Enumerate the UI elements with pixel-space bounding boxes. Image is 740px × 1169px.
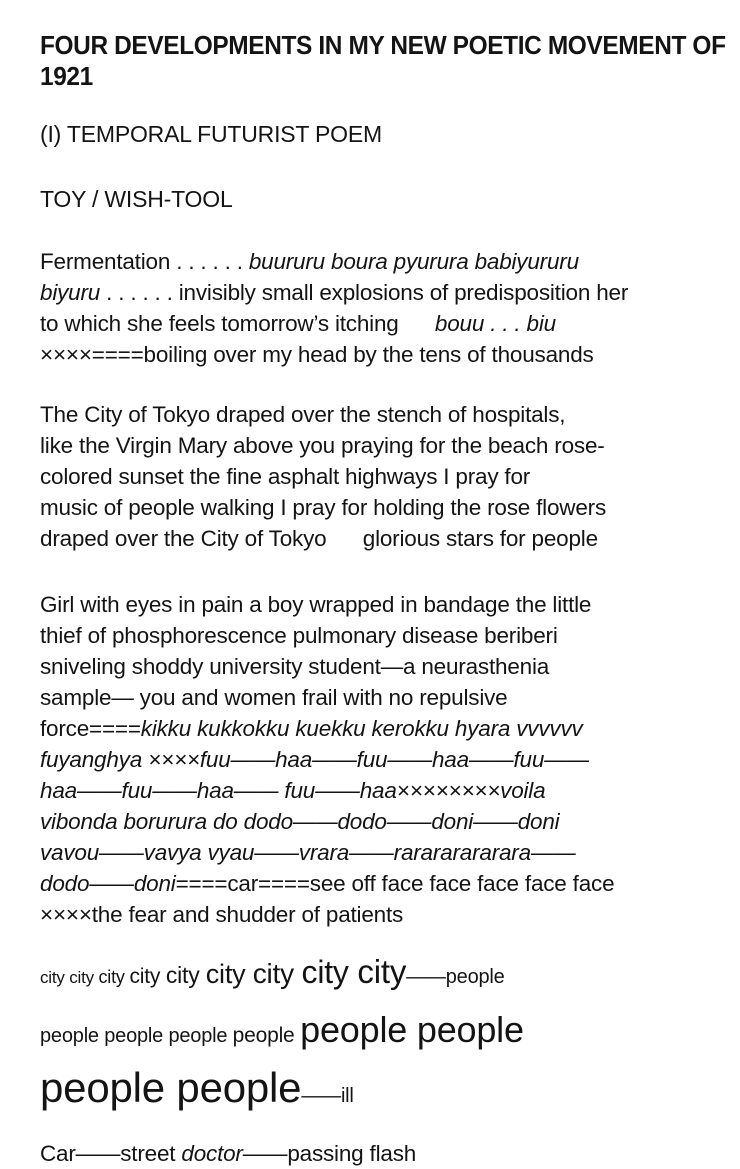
poem-line — [40, 523, 702, 554]
text-segment: ——people — [406, 966, 505, 988]
text-segment: ××××====boiling over my head by the tens of thousands — [40, 342, 594, 367]
poem-stanzas — [40, 246, 702, 930]
text-segment: city — [165, 962, 206, 988]
poem-line — [40, 744, 702, 775]
poem-line — [40, 339, 702, 370]
poem-line — [40, 620, 702, 651]
text-segment: ——passing flash — [242, 1141, 417, 1166]
text-segment: city — [98, 967, 130, 987]
poem-line — [40, 713, 702, 744]
text-segment: haa——fuu——haa—— fuu——haa××××××××voila — [40, 778, 546, 803]
poem-line — [40, 682, 702, 713]
text-segment: Fermentation . . . . . . — [40, 249, 249, 274]
poem-line — [40, 775, 702, 806]
page-title-line1: FOUR DEVELOPMENTS IN MY NEW POETIC MOVEMENT OF — [40, 30, 726, 60]
text-segment: thief of phosphorescence pulmonary disease beriberi — [40, 623, 558, 648]
text-segment: ====car====see off face face face face face — [175, 871, 615, 896]
text-segment: ××××the fear and shudder of patients — [40, 902, 404, 927]
text-segment: The City of Tokyo draped over the stench of hospitals, — [40, 402, 566, 427]
text-segment: Girl with eyes in pain a boy wrapped in bandage the little — [40, 592, 592, 617]
poem-line — [40, 899, 702, 930]
text-segment: . . . . . . invisibly small explosions of predisposition her — [100, 280, 629, 305]
poem-line — [40, 947, 702, 1004]
text-segment: dodo——doni — [40, 871, 176, 896]
poem-line — [40, 1004, 702, 1064]
text-segment: like the Virgin Mary above you praying for the beach rose- — [40, 433, 605, 458]
stanza — [40, 589, 702, 930]
text-segment: city — [205, 959, 253, 989]
poem-line — [40, 246, 702, 277]
poem-line — [40, 492, 702, 523]
text-segment: people — [40, 1064, 177, 1111]
text-segment: force==== — [40, 716, 141, 741]
text-segment: vavou——vavya vyau——vrara——rarararararara—— — [40, 840, 576, 865]
text-segment: fuyanghya ××××fuu——haa——fuu——haa——fuu—— — [40, 747, 589, 772]
text-segment: city — [357, 953, 407, 990]
stanza — [40, 399, 702, 554]
text-segment: buururu boura pyurura babiyururu — [248, 249, 579, 274]
text-segment: sample— you and women frail with no repulsive — [40, 685, 508, 710]
crescendo-block — [40, 947, 702, 1122]
text-segment: sniveling shoddy university student—a neurasthenia — [40, 654, 550, 679]
text-segment: ——ill — [301, 1085, 354, 1107]
text-segment: colored sunset the fine asphalt highways I pray for — [40, 464, 531, 489]
text-segment: people — [40, 1025, 105, 1047]
text-segment: to which she feels tomorrow’s itching — [40, 311, 435, 336]
poem-line — [40, 868, 702, 899]
poem-line — [40, 651, 702, 682]
text-segment: people — [300, 1009, 417, 1050]
poem-line — [40, 277, 702, 308]
text-segment: Car——street — [40, 1141, 182, 1166]
text-segment: city — [40, 968, 70, 987]
poem-line — [40, 806, 702, 837]
text-segment: vibonda borurura do dodo——dodo——doni——doni — [40, 809, 560, 834]
text-segment: doctor — [181, 1141, 243, 1166]
text-segment: music of people walking I pray for holding the rose flowers — [40, 495, 606, 520]
section-heading: (I) TEMPORAL FUTURIST POEM — [40, 121, 382, 147]
text-segment: city — [69, 968, 99, 987]
text-segment: people — [168, 1025, 233, 1047]
poem-line — [40, 589, 702, 620]
text-segment: people — [416, 1009, 524, 1050]
text-segment: city — [252, 958, 302, 989]
stanza — [40, 246, 702, 370]
page-title-line2: 1921 — [40, 61, 93, 91]
poem-line — [40, 308, 702, 339]
text-segment: draped over the City of Tokyo glorious stars for people — [40, 526, 598, 551]
poem-line — [40, 461, 702, 492]
poem-line — [40, 430, 702, 461]
text-segment: city — [301, 954, 358, 990]
poem-line — [40, 1064, 702, 1122]
poem-line — [40, 837, 702, 868]
text-segment: city — [129, 965, 166, 988]
text-segment: bouu . . . biu — [434, 311, 556, 336]
text-segment: people — [176, 1064, 302, 1111]
poem-line — [40, 399, 702, 430]
poem-subtitle: TOY / WISH-TOOL — [40, 186, 233, 212]
closing-line — [40, 1138, 702, 1169]
text-segment: kikku kukkokku kuekku kerokku hyara vvvvvv — [140, 716, 583, 741]
page-title — [40, 30, 726, 92]
text-segment: people — [104, 1025, 169, 1047]
text-segment: people — [232, 1024, 301, 1047]
text-segment: biyuru — [40, 280, 101, 305]
